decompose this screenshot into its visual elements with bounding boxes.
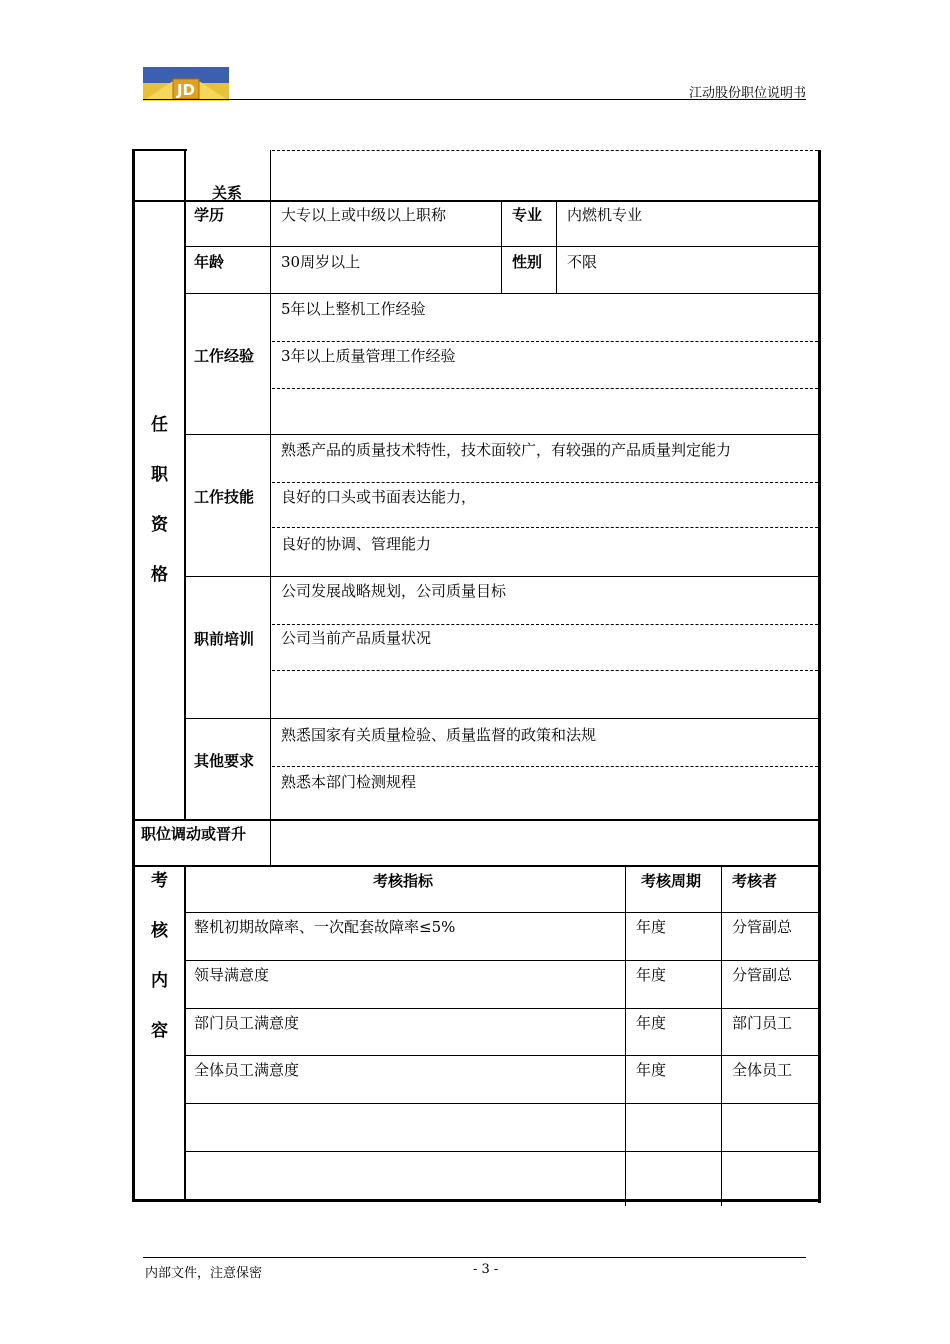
row-line-promotion <box>133 865 820 867</box>
col-divider-1 <box>184 150 186 820</box>
row-line-skills <box>185 576 819 577</box>
skills-dash-2 <box>272 527 818 528</box>
promotion-label: 职位调动或晋升 <box>141 825 247 843</box>
row-4-indicator: 全体员工满意度 <box>194 1061 300 1079</box>
assessment-label-3: 内 <box>151 971 168 991</box>
footer-confidential: 内部文件，注意保密 <box>145 1266 263 1281</box>
row-4-period: 年度 <box>636 1061 667 1079</box>
exp-dash-2 <box>272 388 818 389</box>
col-divider-1-lower <box>184 866 186 1200</box>
row-line-assess-header <box>185 912 819 913</box>
footer-rule <box>143 1257 806 1258</box>
experience-item-1: 5年以上整机工作经验 <box>281 300 426 318</box>
row-line-assess-1 <box>185 960 819 961</box>
experience-label: 工作经验 <box>194 347 255 365</box>
education-label: 学历 <box>194 206 225 224</box>
row-line-qualifications <box>133 819 820 821</box>
header-indicator: 考核指标 <box>373 872 434 890</box>
row-line-assess-4 <box>185 1103 819 1104</box>
col-divider-assessor <box>721 866 722 1206</box>
table-border-top <box>132 149 187 151</box>
other-item-1: 熟悉国家有关质量检验、质量监督的政策和法规 <box>281 726 597 744</box>
age-value: 30周岁以上 <box>281 253 361 271</box>
table-border-left <box>132 150 135 1200</box>
row-3-indicator: 部门员工满意度 <box>194 1014 300 1032</box>
training-item-1: 公司发展战略规划，公司质量目标 <box>281 582 507 600</box>
skills-item-2: 良好的口头或书面表达能力， <box>281 488 477 506</box>
exp-dash-1 <box>272 341 818 342</box>
row-line-assess-2 <box>185 1008 819 1009</box>
table-border-bottom <box>132 1199 821 1202</box>
skills-dash-1 <box>272 482 818 483</box>
gender-label: 性别 <box>512 253 543 271</box>
age-label: 年龄 <box>194 253 225 271</box>
relation-top-dash <box>272 150 818 151</box>
major-value: 内燃机专业 <box>567 206 643 224</box>
row-line-exp <box>185 434 819 435</box>
gender-value: 不限 <box>567 253 598 271</box>
experience-item-2: 3年以上质量管理工作经验 <box>281 347 456 365</box>
skills-label: 工作技能 <box>194 488 255 506</box>
row-3-period: 年度 <box>636 1014 667 1032</box>
row-line-edu <box>185 246 819 247</box>
logo-text: JD <box>176 81 196 99</box>
qualifications-label-2: 职 <box>151 465 168 485</box>
row-2-assessor: 分管副总 <box>732 966 793 984</box>
header-period: 考核周期 <box>641 872 702 890</box>
col-divider-edu-mid2 <box>556 200 557 294</box>
header-assessor: 考核者 <box>732 872 778 890</box>
education-value: 大专以上或中级以上职称 <box>281 206 447 224</box>
footer-page-number: - 3 - <box>473 1262 499 1277</box>
training-label: 职前培训 <box>194 630 255 648</box>
skills-item-3: 良好的协调、管理能力 <box>281 535 432 553</box>
qualifications-label-3: 资 <box>151 515 168 535</box>
col-divider-edu-mid <box>501 200 502 294</box>
major-label: 专业 <box>512 206 543 224</box>
document-title: 江动股份职位说明书 <box>688 86 806 101</box>
row-line-assess-3 <box>185 1055 819 1056</box>
row-line-training <box>185 718 819 719</box>
col-divider-period <box>625 866 626 1206</box>
other-dash-1 <box>272 766 818 767</box>
relation-label: 关系 <box>212 184 243 202</box>
table-border-right <box>818 150 821 1203</box>
other-item-2: 熟悉本部门检测规程 <box>281 773 417 791</box>
qualifications-label-4: 格 <box>151 565 168 585</box>
assessment-label-1: 考 <box>151 871 168 891</box>
row-3-assessor: 部门员工 <box>732 1014 793 1032</box>
row-line-assess-5 <box>185 1151 819 1152</box>
row-1-period: 年度 <box>636 918 667 936</box>
other-label: 其他要求 <box>194 752 255 770</box>
row-2-indicator: 领导满意度 <box>194 966 270 984</box>
col-divider-2 <box>270 150 271 866</box>
assessment-label-4: 容 <box>151 1021 168 1041</box>
skills-item-1: 熟悉产品的质量技术特性，技术面较广，有较强的产品质量判定能力 <box>281 441 732 459</box>
qualifications-label-1: 任 <box>151 415 168 435</box>
assessment-label-2: 核 <box>151 921 168 941</box>
training-dash-1 <box>272 624 818 625</box>
row-1-indicator: 整机初期故障率、一次配套故障率≤5% <box>194 918 456 936</box>
row-1-assessor: 分管副总 <box>732 918 793 936</box>
training-dash-2 <box>272 670 818 671</box>
training-item-2: 公司当前产品质量状况 <box>281 629 432 647</box>
row-4-assessor: 全体员工 <box>732 1061 793 1079</box>
row-2-period: 年度 <box>636 966 667 984</box>
row-line-age <box>185 293 819 294</box>
